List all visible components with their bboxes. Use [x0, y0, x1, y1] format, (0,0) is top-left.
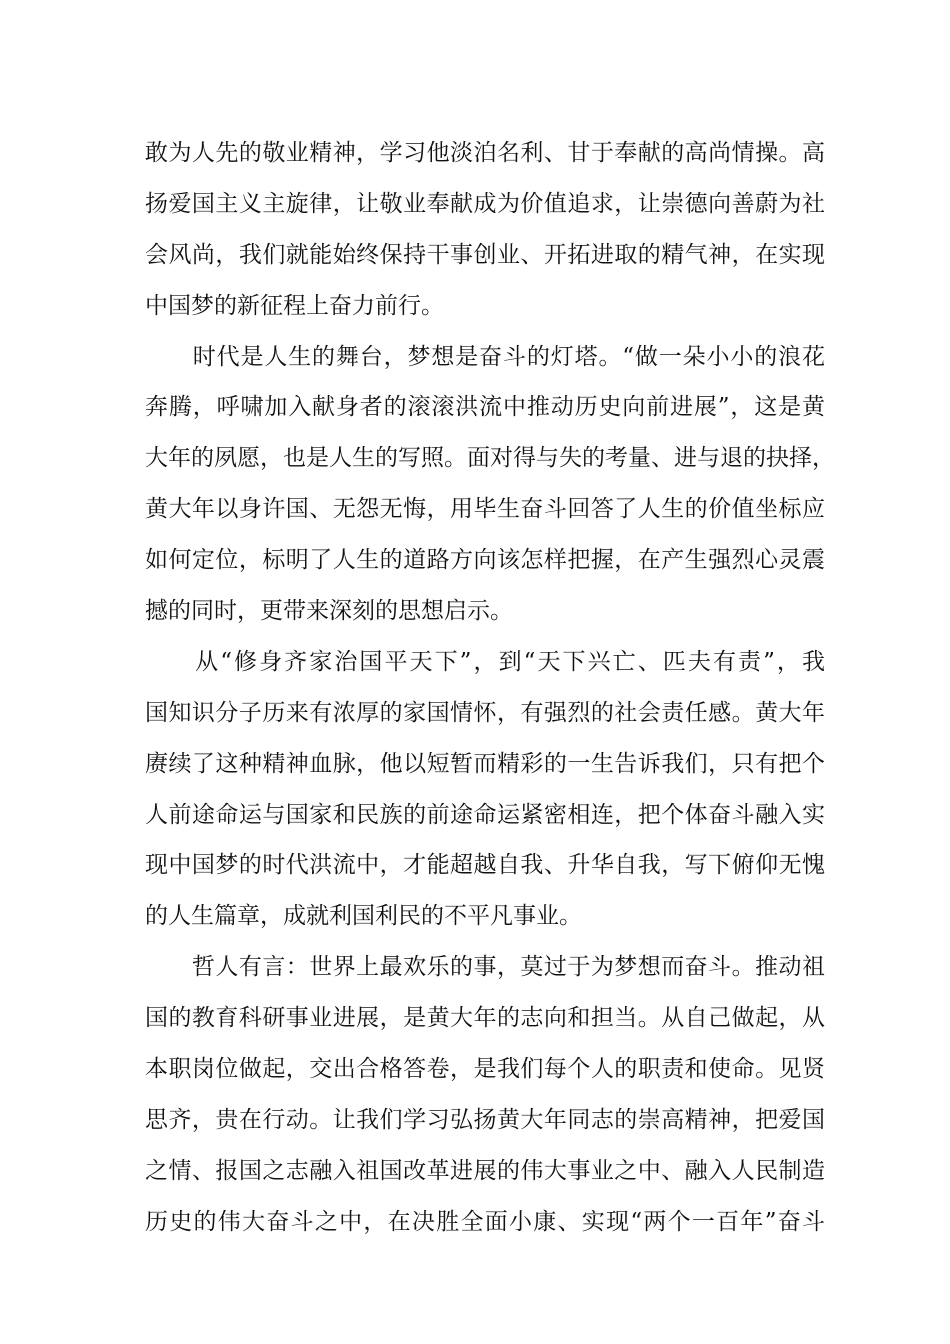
text-line: 国的教育科研事业进展，是黄大年的志向和担当。从自己做起，从: [145, 1005, 825, 1032]
text-line: 奔腾，呼啸加入献身者的滚滚洪流中推动历史向前进展”，这是黄: [145, 394, 825, 421]
text-line: 本职岗位做起，交出合格答卷，是我们每个人的职责和使命。见贤: [145, 1056, 825, 1083]
text-line: 赓续了这种精神血脉，他以短暂而精彩的一生告诉我们，只有把个: [145, 750, 825, 777]
text-line: 大年的夙愿，也是人生的写照。面对得与失的考量、进与退的抉择，: [145, 445, 835, 472]
text-line: 国知识分子历来有浓厚的家国情怀，有强烈的社会责任感。黄大年: [145, 699, 825, 726]
text-line: 时代是人生的舞台，梦想是奋斗的灯塔。“做一朵小小的浪花: [145, 343, 825, 370]
text-line: 中国梦的新征程上奋力前行。: [145, 292, 444, 319]
text-line: 的人生篇章，成就利国利民的不平凡事业。: [145, 903, 582, 930]
text-line: 扬爱国主义主旋律，让敬业奉献成为价值追求，让崇德向善蔚为社: [145, 190, 825, 217]
text-line: 历史的伟大奋斗之中，在决胜全面小康、实现“两个一百年”奋斗: [145, 1208, 825, 1235]
text-line: 会风尚，我们就能始终保持干事创业、开拓进取的精气神，在实现: [145, 241, 825, 268]
body-text: [145, 128, 835, 1248]
text-line: 之情、报国之志融入祖国改革进展的伟大事业之中、融入人民制造: [145, 1157, 825, 1184]
text-line: 哲人有言：世界上最欢乐的事，莫过于为梦想而奋斗。推动祖: [145, 954, 825, 981]
text-line: 思齐，贵在行动。让我们学习弘扬黄大年同志的崇高精神，把爱国: [145, 1106, 825, 1133]
text-line: 从“修身齐家治国平天下”，到“天下兴亡、匹夫有责”，我: [145, 648, 825, 675]
text-line: 人前途命运与国家和民族的前途命运紧密相连，把个体奋斗融入实: [145, 801, 825, 828]
text-line: 敢为人先的敬业精神，学习他淡泊名利、甘于奉献的高尚情操。高: [145, 140, 825, 166]
text-line: 现中国梦的时代洪流中，才能超越自我、升华自我，写下俯仰无愧: [145, 852, 825, 879]
text-line: 如何定位，标明了人生的道路方向该怎样把握，在产生强烈心灵震: [145, 547, 825, 574]
text-line: 黄大年以身许国、无怨无悔，用毕生奋斗回答了人生的价值坐标应: [145, 496, 825, 523]
text-line: 撼的同时，更带来深刻的思想启示。: [145, 598, 513, 625]
